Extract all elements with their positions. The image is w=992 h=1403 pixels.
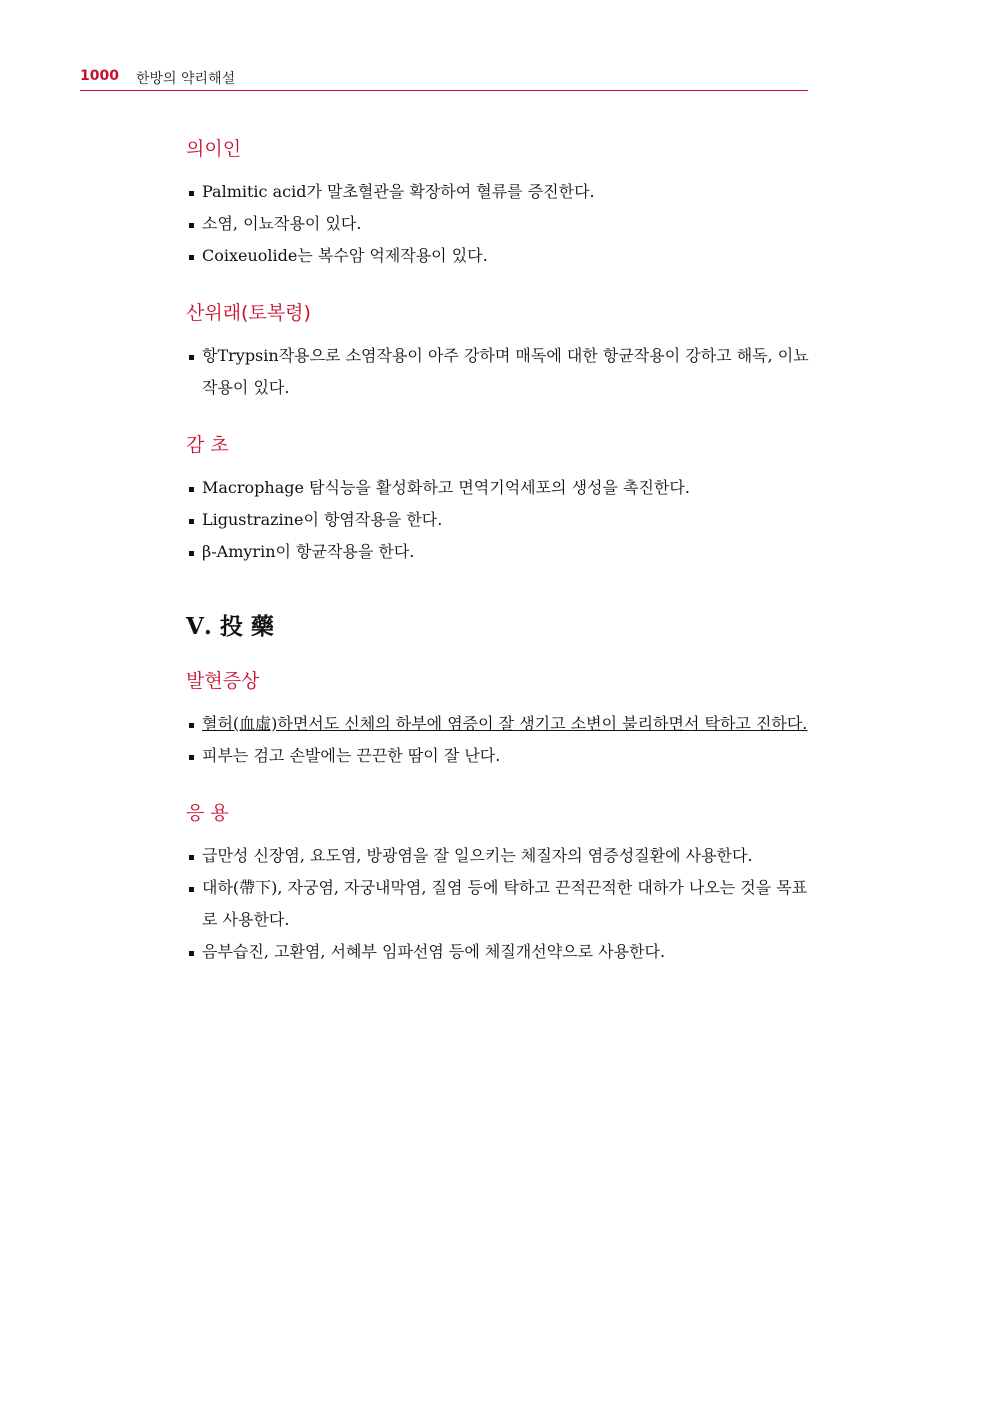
list-item: Macrophage 탐식능을 활성화하고 면역기억세포의 생성을 촉진한다. <box>186 472 810 504</box>
list-item: 대하(帶下), 자궁염, 자궁내막염, 질염 등에 탁하고 끈적끈적한 대하가 나오는 것을 목표로 사용한다. <box>186 872 810 936</box>
section-heading: 감 초 <box>186 434 229 456</box>
chapter-title: Ⅴ. 投 藥 <box>186 613 274 640</box>
list-item: Palmitic acid가 말초혈관을 확장하여 혈류를 증진한다. <box>186 176 810 208</box>
page-number: 1000 <box>80 68 119 84</box>
section-heading: 의이인 <box>186 138 242 160</box>
section-sanwirae <box>186 300 810 404</box>
section-heading: 발현증상 <box>186 670 260 692</box>
list-item: 피부는 검고 손발에는 끈끈한 땀이 잘 난다. <box>186 740 810 772</box>
section-heading: 산위래(토복령) <box>186 302 311 324</box>
page-content <box>186 136 810 996</box>
list-item: β-Amyrin이 항균작용을 한다. <box>186 536 810 568</box>
list-item: 항Trypsin작용으로 소염작용이 아주 강하며 매독에 대한 항균작용이 강하고 해독, 이뇨작용이 있다. <box>186 340 810 404</box>
section-application <box>186 800 810 968</box>
list-item: 소염, 이뇨작용이 있다. <box>186 208 810 240</box>
section-heading: 응 용 <box>186 802 229 824</box>
book-title: 한방의 약리해설 <box>136 71 236 87</box>
list-item: Ligustrazine이 항염작용을 한다. <box>186 504 810 536</box>
underlined-text: 혈허(血虛)하면서도 신체의 하부에 염증이 잘 생기고 소변이 불리하면서 탁하고 진하다. <box>202 714 808 733</box>
list-item <box>186 708 810 740</box>
list-item: 음부습진, 고환염, 서혜부 임파선염 등에 체질개선약으로 사용한다. <box>186 936 810 968</box>
section-gamcho <box>186 432 810 568</box>
section-symptoms <box>186 668 810 772</box>
page-header <box>80 66 808 91</box>
section-euiin <box>186 136 810 272</box>
list-item: 급만성 신장염, 요도염, 방광염을 잘 일으키는 체질자의 염증성질환에 사용한다. <box>186 840 810 872</box>
list-item: Coixeuolide는 복수암 억제작용이 있다. <box>186 240 810 272</box>
